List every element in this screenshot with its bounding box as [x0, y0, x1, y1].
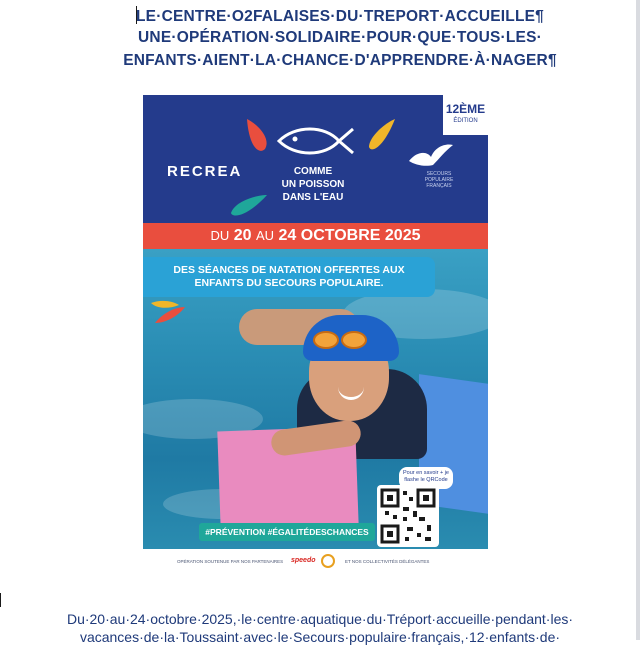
title-line-3: ENFANTS·AIENT·LA·CHANCE·D'APPRENDRE·À·NAGER¶	[123, 52, 557, 69]
speedo-logo: speedo	[291, 557, 316, 564]
banner-line-2: ENFANTS DU SECOURS POPULAIRE.	[194, 277, 384, 289]
qr-code[interactable]	[377, 485, 439, 547]
title-line-1: LE·CENTRE·O2FALAISES·DU·TREPORT·ACCUEILLE¶	[136, 8, 544, 25]
fish-logo-icon	[273, 123, 355, 159]
yellow-red-drops-icon	[149, 297, 189, 327]
sponsor-left-text: OPÉRATION SOUTENUE PAR NOS PARTENAIRES	[177, 559, 284, 564]
hashtag-badge: #PRÉVENTION #ÉGALITÉDESCHANCES	[199, 523, 375, 541]
date-au: AU	[255, 228, 275, 243]
red-drop-icon	[243, 117, 273, 153]
slogan-line-1: COMME	[293, 166, 333, 177]
sponsor-strip	[143, 549, 488, 575]
partner-logo-text: SECOURS POPULAIRE FRANÇAIS	[424, 171, 454, 189]
dove-logo-icon	[405, 141, 455, 171]
page-edge	[636, 0, 640, 640]
event-poster-image[interactable]	[143, 95, 488, 575]
slogan-line-3: DANS L'EAU	[282, 192, 344, 203]
date-du: DU	[210, 228, 230, 243]
edition-label: ÉDITION	[453, 118, 478, 124]
slogan-line-2: UN POISSON	[281, 179, 345, 190]
sponsor-circle-logo-icon	[321, 554, 335, 568]
recrea-logo: RECREA	[167, 163, 243, 180]
body-line-2: vacances·de·la·Toussaint·avec·le·Secours·populaire·français,·12·enfants·de·	[79, 629, 561, 645]
banner-line-1: DES SÉANCES DE NATATION OFFERTES AUX	[173, 264, 405, 276]
sponsor-right-text: ET NOS COLLECTIVITÉS DÉLÉGANTES	[345, 559, 430, 564]
yellow-drop-icon	[361, 117, 397, 153]
poster-slogan	[253, 165, 373, 204]
edition-badge	[443, 95, 488, 135]
goggle-left	[313, 331, 339, 349]
title-line-2: UNE·OPÉRATION·SOLIDAIRE·POUR·QUE·TOUS·LES·	[138, 29, 542, 46]
qr-code-icon	[377, 485, 439, 547]
date-start: 20	[233, 227, 252, 244]
qr-caption: Pour en savoir + je flashe le QRCode	[399, 467, 453, 489]
edition-number: 12ÈME	[445, 102, 486, 116]
goggle-right	[341, 331, 367, 349]
paragraph-marker	[0, 593, 1, 607]
date-band	[143, 223, 488, 249]
swimmer-photo	[143, 249, 488, 549]
date-end: 24 OCTOBRE 2025	[278, 227, 421, 244]
body-line-1: Du·20·au·24·octobre·2025,·le·centre·aquatique·du·Tréport·accueille·pendant·les·	[66, 611, 574, 627]
offer-banner	[143, 257, 435, 297]
